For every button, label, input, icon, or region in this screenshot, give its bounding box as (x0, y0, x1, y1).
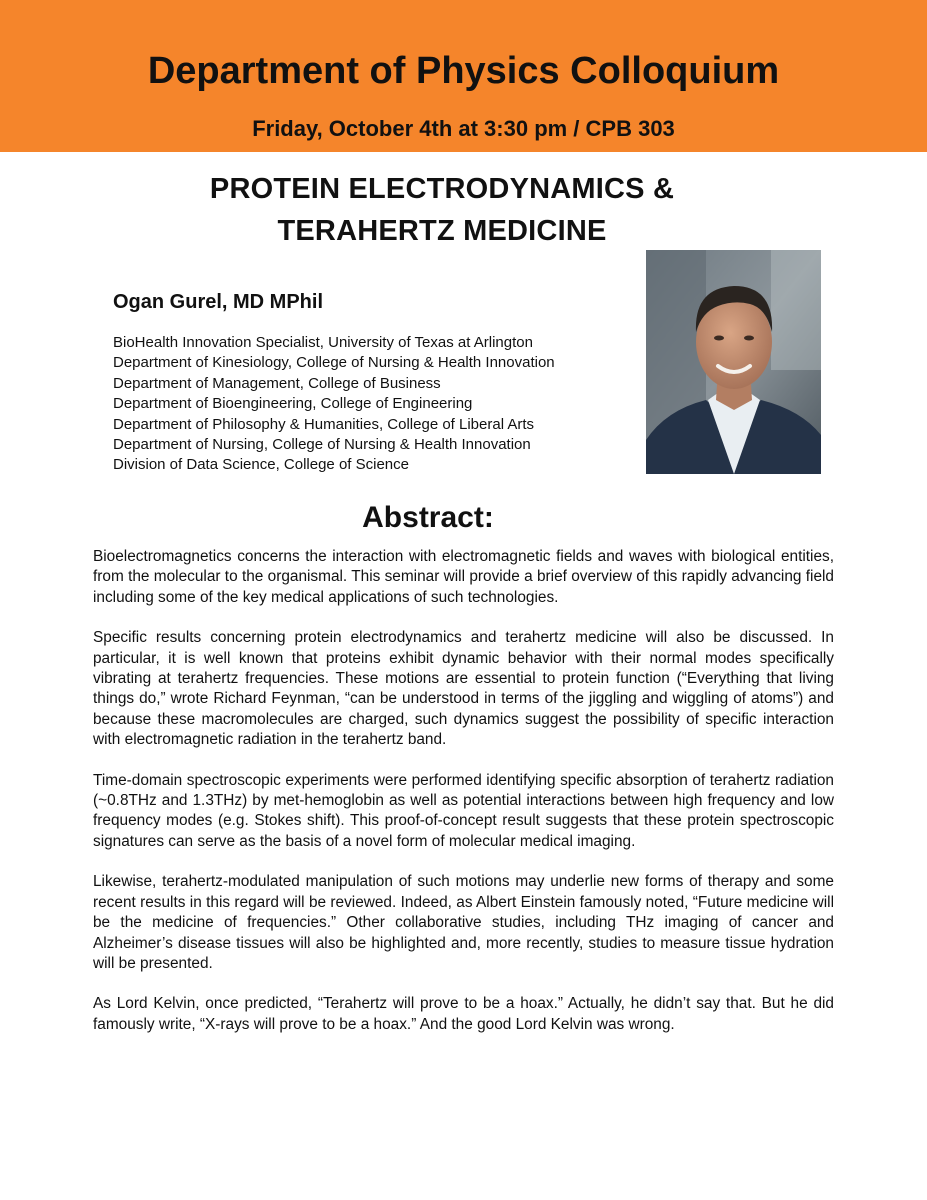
abstract-heading: Abstract: (362, 501, 494, 534)
speaker-photo (646, 250, 821, 474)
affiliation-item: Division of Data Science, College of Science (113, 456, 409, 474)
affiliation-item: Department of Bioengineering, College of Engineering (113, 395, 473, 413)
header-banner (0, 0, 927, 152)
talk-title (140, 168, 744, 252)
affiliation-item: Department of Management, College of Business (113, 374, 441, 392)
talk-title-line-1: PROTEIN ELECTRODYNAMICS & (209, 173, 675, 205)
affiliation-item: Department of Nursing, College of Nursing & Health Innovation (113, 436, 531, 454)
abstract-paragraph: Likewise, terahertz-modulated manipulation of such motions may underlie new forms of therapy and some recent results in this regard will be reviewed. Indeed, as Albert Einstein famously noted, “Future medicine will be the medicine of frequencies.” Other collaborative studies, including THz imaging of cancer and Alzheimer’s disease tissues will also be highlighted and, more recently, studies to measure tissue hydration will be presented. (93, 873, 834, 972)
abstract-paragraph: As Lord Kelvin, once predicted, “Terahertz will prove to be a hoax.” Actually, he didn’t say that. But he did famously write, “X-rays will prove to be a hoax.” And the good Lord Kelvin was wrong. (93, 995, 834, 1033)
affiliation-item: BioHealth Innovation Specialist, University of Texas at Arlington (113, 334, 533, 351)
event-date-location: Friday, October 4th at 3:30 pm / CPB 303 (252, 116, 675, 141)
event-title: Department of Physics Colloquium (147, 50, 780, 92)
affiliation-item: Department of Kinesiology, College of Nursing & Health Innovation (113, 354, 555, 372)
abstract-paragraph: Time-domain spectroscopic experiments were performed identifying specific absorption of terahertz radiation (~0.8THz and 1.3THz) by met-hemoglobin as well as potential interactions between high frequency and low frequency modes (e.g. Stokes shift). This proof-of-concept result suggests that these protein spectroscopic signatures can serve as the basis of a novel form of molecular medical imaging. (93, 771, 834, 850)
speaker-affiliations (113, 333, 633, 476)
abstract-paragraph: Specific results concerning protein electrodynamics and terahertz medicine will also be discussed. In particular, it is well known that proteins exhibit dynamic behavior with their normal modes specifically vibrating at terahertz frequencies. These motions are essential to protein function (“Everything that living things do,” wrote Richard Feynman, “can be understood in terms of the jiggling and wiggling of atoms”) and because these macromolecules are charged, such dynamics suggest the possibility of specific interaction with electromagnetic radiation in the terahertz band. (93, 629, 834, 749)
abstract-body (93, 547, 834, 1055)
talk-title-line-2: TERAHERTZ MEDICINE (277, 215, 607, 247)
abstract-paragraph: Bioelectromagnetics concerns the interaction with electromagnetic fields and waves with biological entities, from the molecular to the organismal. This seminar will provide a brief overview of this rapidly advancing field including some of the key medical applications of such technologies. (93, 548, 834, 606)
speaker-name: Ogan Gurel, MD MPhil (113, 291, 324, 313)
affiliation-item: Department of Philosophy & Humanities, College of Liberal Arts (113, 415, 535, 433)
